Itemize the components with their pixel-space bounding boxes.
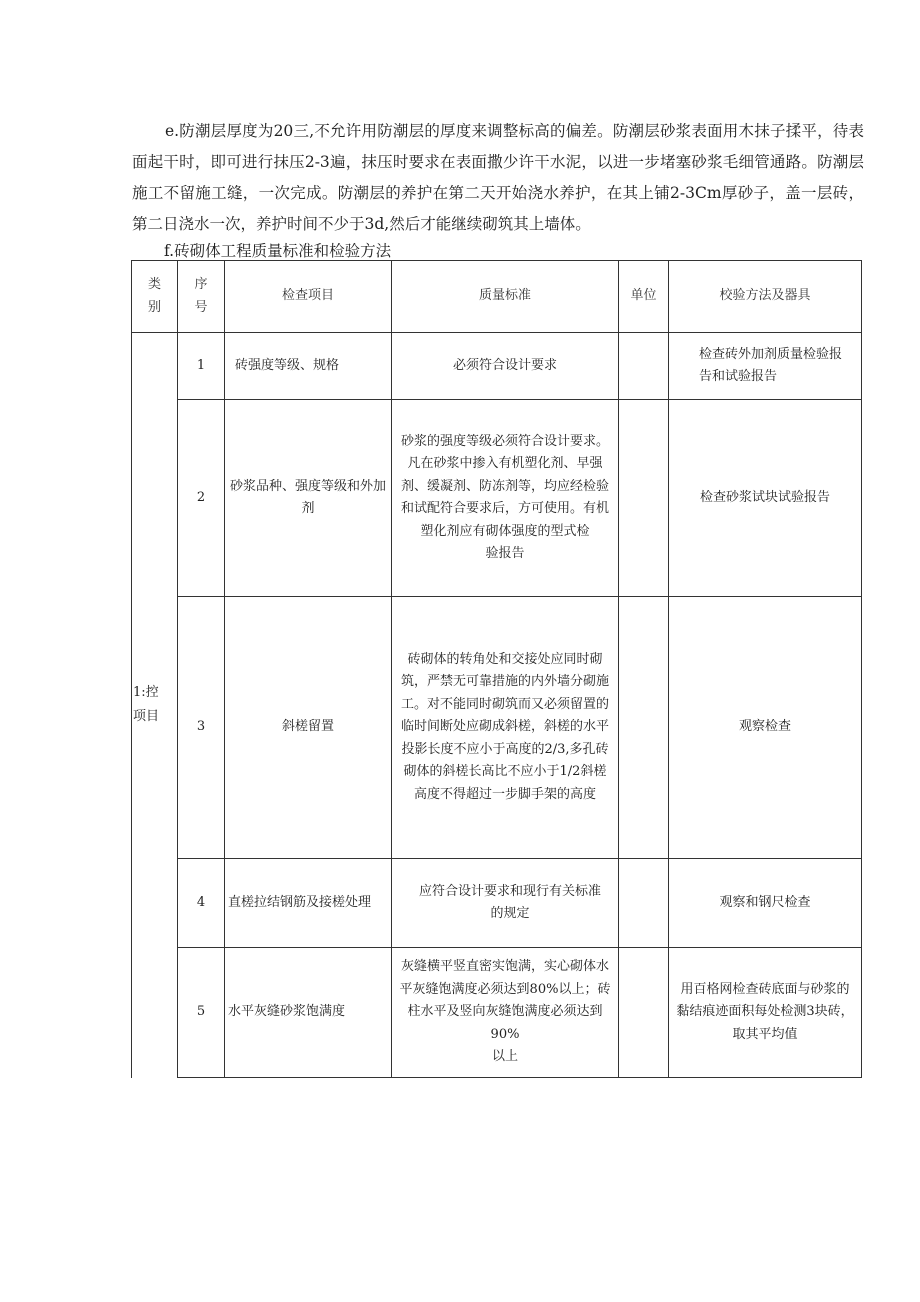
row-seq: 4 — [178, 859, 225, 948]
header-category-line1: 类 — [147, 277, 161, 292]
row-unit — [619, 400, 669, 597]
row-standard-text: 砂浆的强度等级必须符合设计要求。凡在砂浆中掺入有机塑化剂、早强剂、缓凝剂、防冻剂等，均应经检验和试配符合要求后，方可使用。有机塑化剂应有砌体强度的型式检 — [400, 433, 609, 539]
row-standard-tail: 验报告 — [485, 546, 525, 561]
row-item: 直槎拉结钢筋及接槎处理 — [225, 859, 392, 948]
row-method: 检查砂浆试块试验报告 — [669, 400, 862, 597]
row-standard-tail: 以上 — [491, 1049, 518, 1065]
row-standard — [392, 400, 619, 597]
header-item: 检查项目 — [225, 261, 392, 333]
row-standard-text: 灰缝横平竖直密实饱满，实心砌体水平灰缝饱满度必须达到80%以上；砖柱水平及竖向灰缝饱满度必须达到90% — [399, 959, 611, 1042]
row-standard: 应符合设计要求和现行有关标准的规定 — [392, 859, 619, 948]
header-seq-line1: 序 — [194, 277, 208, 292]
header-standard: 质量标准 — [392, 261, 619, 333]
header-category — [132, 261, 178, 333]
row-method: 检查砖外加剂质量检验报告和试验报告 — [669, 333, 862, 400]
row-method: 观察检查 — [669, 597, 862, 859]
header-seq — [178, 261, 225, 333]
row-seq: 2 — [178, 400, 225, 597]
row-seq: 3 — [178, 597, 225, 859]
row-item: 斜槎留置 — [225, 597, 392, 859]
table-row — [132, 333, 862, 400]
row-seq: 1 — [178, 333, 225, 400]
table-row — [132, 400, 862, 597]
row-item: 水平灰缝砂浆饱满度 — [225, 948, 392, 1078]
table-header-row — [132, 261, 862, 333]
row-unit — [619, 859, 669, 948]
row-standard: 必须符合设计要求 — [392, 333, 619, 400]
row-method: 观察和钢尺检查 — [669, 859, 862, 948]
category-line2: 项目 — [133, 709, 160, 725]
category-line1: 1:控 — [133, 685, 159, 701]
header-unit: 单位 — [619, 261, 669, 333]
paragraph-e: e.防潮层厚度为20三,不允许用防潮层的厚度来调整标高的偏差。防潮层砂浆表面用木抹子揉平，待表面起干时，即可进行抹压2-3遍，抹压时要求在表面撒少许干水泥，以进一步堵塞砂浆毛细管通路。防潮层施工不留施工缝，一次完成。防潮层的养护在第二天开始浇水养护，在其上铺2-3Cm厚砂子，盖一层砖，第二日浇水一次，养护时间不少于3d,然后才能继续砌筑其上墙体。 — [132, 122, 864, 233]
table-row — [132, 859, 862, 948]
row-standard: 砖砌体的转角处和交接处应同时砌筑，严禁无可靠措施的内外墙分砌施工。对不能同时砌筑而又必须留置的临时间断处应砌成斜槎，斜槎的水平投影长度不应小于高度的2/3,多孔砖砌体的斜槎长高比不应小于1/2斜槎高度不得超过一步脚手架的高度 — [392, 597, 619, 859]
row-unit — [619, 948, 669, 1078]
row-item: 砖强度等级、规格 — [225, 333, 392, 400]
row-standard — [392, 948, 619, 1078]
row-unit — [619, 333, 669, 400]
header-method: 校验方法及器具 — [669, 261, 862, 333]
row-unit — [619, 597, 669, 859]
category-cell — [132, 333, 178, 1078]
table-row — [132, 948, 862, 1078]
row-seq: 5 — [178, 948, 225, 1078]
table-caption: f.砖砌体工程质量标准和检验方法 — [164, 242, 392, 260]
row-method: 用百格网检查砖底面与砂浆的黏结痕迹面积每处检测3块砖，取其平均值 — [669, 948, 862, 1078]
row-item: 砂浆品种、强度等级和外加剂 — [225, 400, 392, 597]
header-category-line2: 别 — [147, 299, 161, 315]
header-seq-line2: 号 — [194, 299, 208, 315]
quality-standard-table — [131, 260, 862, 1078]
table-row — [132, 597, 862, 859]
